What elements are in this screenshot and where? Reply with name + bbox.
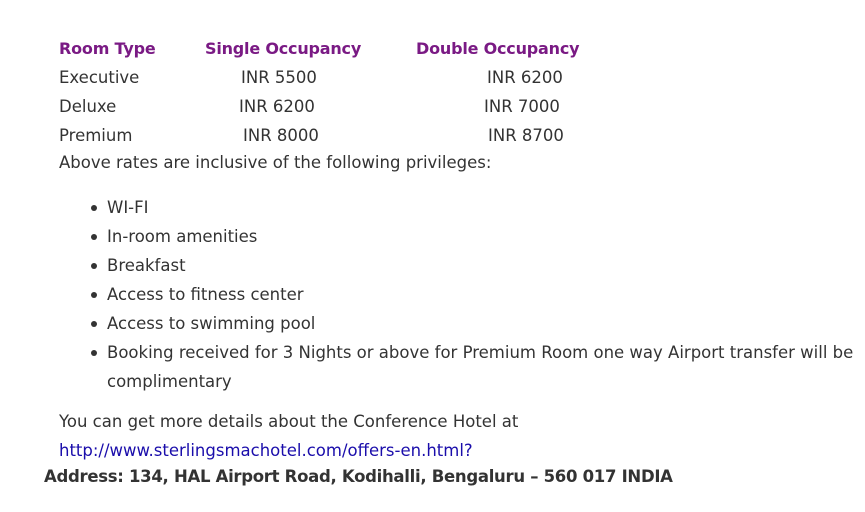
privilege-text: WI-FI [107, 198, 149, 217]
list-item [107, 222, 862, 251]
list-item [107, 193, 862, 222]
privileges-intro: Above rates are inclusive of the following privileges: [59, 153, 492, 172]
privileges-list [107, 193, 862, 396]
double-rate-cell: INR 7000 [484, 97, 560, 116]
privilege-text: Access to fitness center [107, 285, 304, 304]
room-type-cell: Executive [59, 68, 140, 87]
more-details [59, 407, 518, 465]
bullet-icon [91, 292, 97, 298]
bullet-icon [91, 263, 97, 269]
bullet-icon [91, 321, 97, 327]
list-item [107, 280, 862, 309]
double-rate-cell: INR 8700 [488, 126, 564, 145]
single-rate-cell: INR 5500 [241, 68, 317, 87]
single-rate-cell: INR 8000 [243, 126, 319, 145]
list-item [107, 338, 862, 396]
room-type-cell: Premium [59, 126, 133, 145]
bullet-icon [91, 205, 97, 211]
bullet-icon [91, 350, 97, 356]
header-double-occupancy: Double Occupancy [416, 39, 580, 58]
hotel-address: Address: 134, HAL Airport Road, Kodihalli, Bengaluru – 560 017 INDIA [44, 467, 673, 486]
privilege-text: Breakfast [107, 256, 186, 275]
more-details-text: You can get more details about the Conference Hotel at [59, 412, 519, 431]
room-type-cell: Deluxe [59, 97, 117, 116]
header-single-occupancy: Single Occupancy [205, 39, 362, 58]
double-rate-cell: INR 6200 [487, 68, 563, 87]
privilege-text: Access to swimming pool [107, 314, 316, 333]
bullet-icon [91, 234, 97, 240]
privilege-text: Booking received for 3 Nights or above for Premium Room one way Airport transfer will be complimentary [107, 343, 854, 391]
privilege-text: In-room amenities [107, 227, 258, 246]
header-room-type: Room Type [59, 39, 156, 58]
single-rate-cell: INR 6200 [239, 97, 315, 116]
hotel-offers-link[interactable]: http://www.sterlingsmachotel.com/offers-en.html? [59, 441, 473, 460]
list-item [107, 251, 862, 280]
list-item [107, 309, 862, 338]
